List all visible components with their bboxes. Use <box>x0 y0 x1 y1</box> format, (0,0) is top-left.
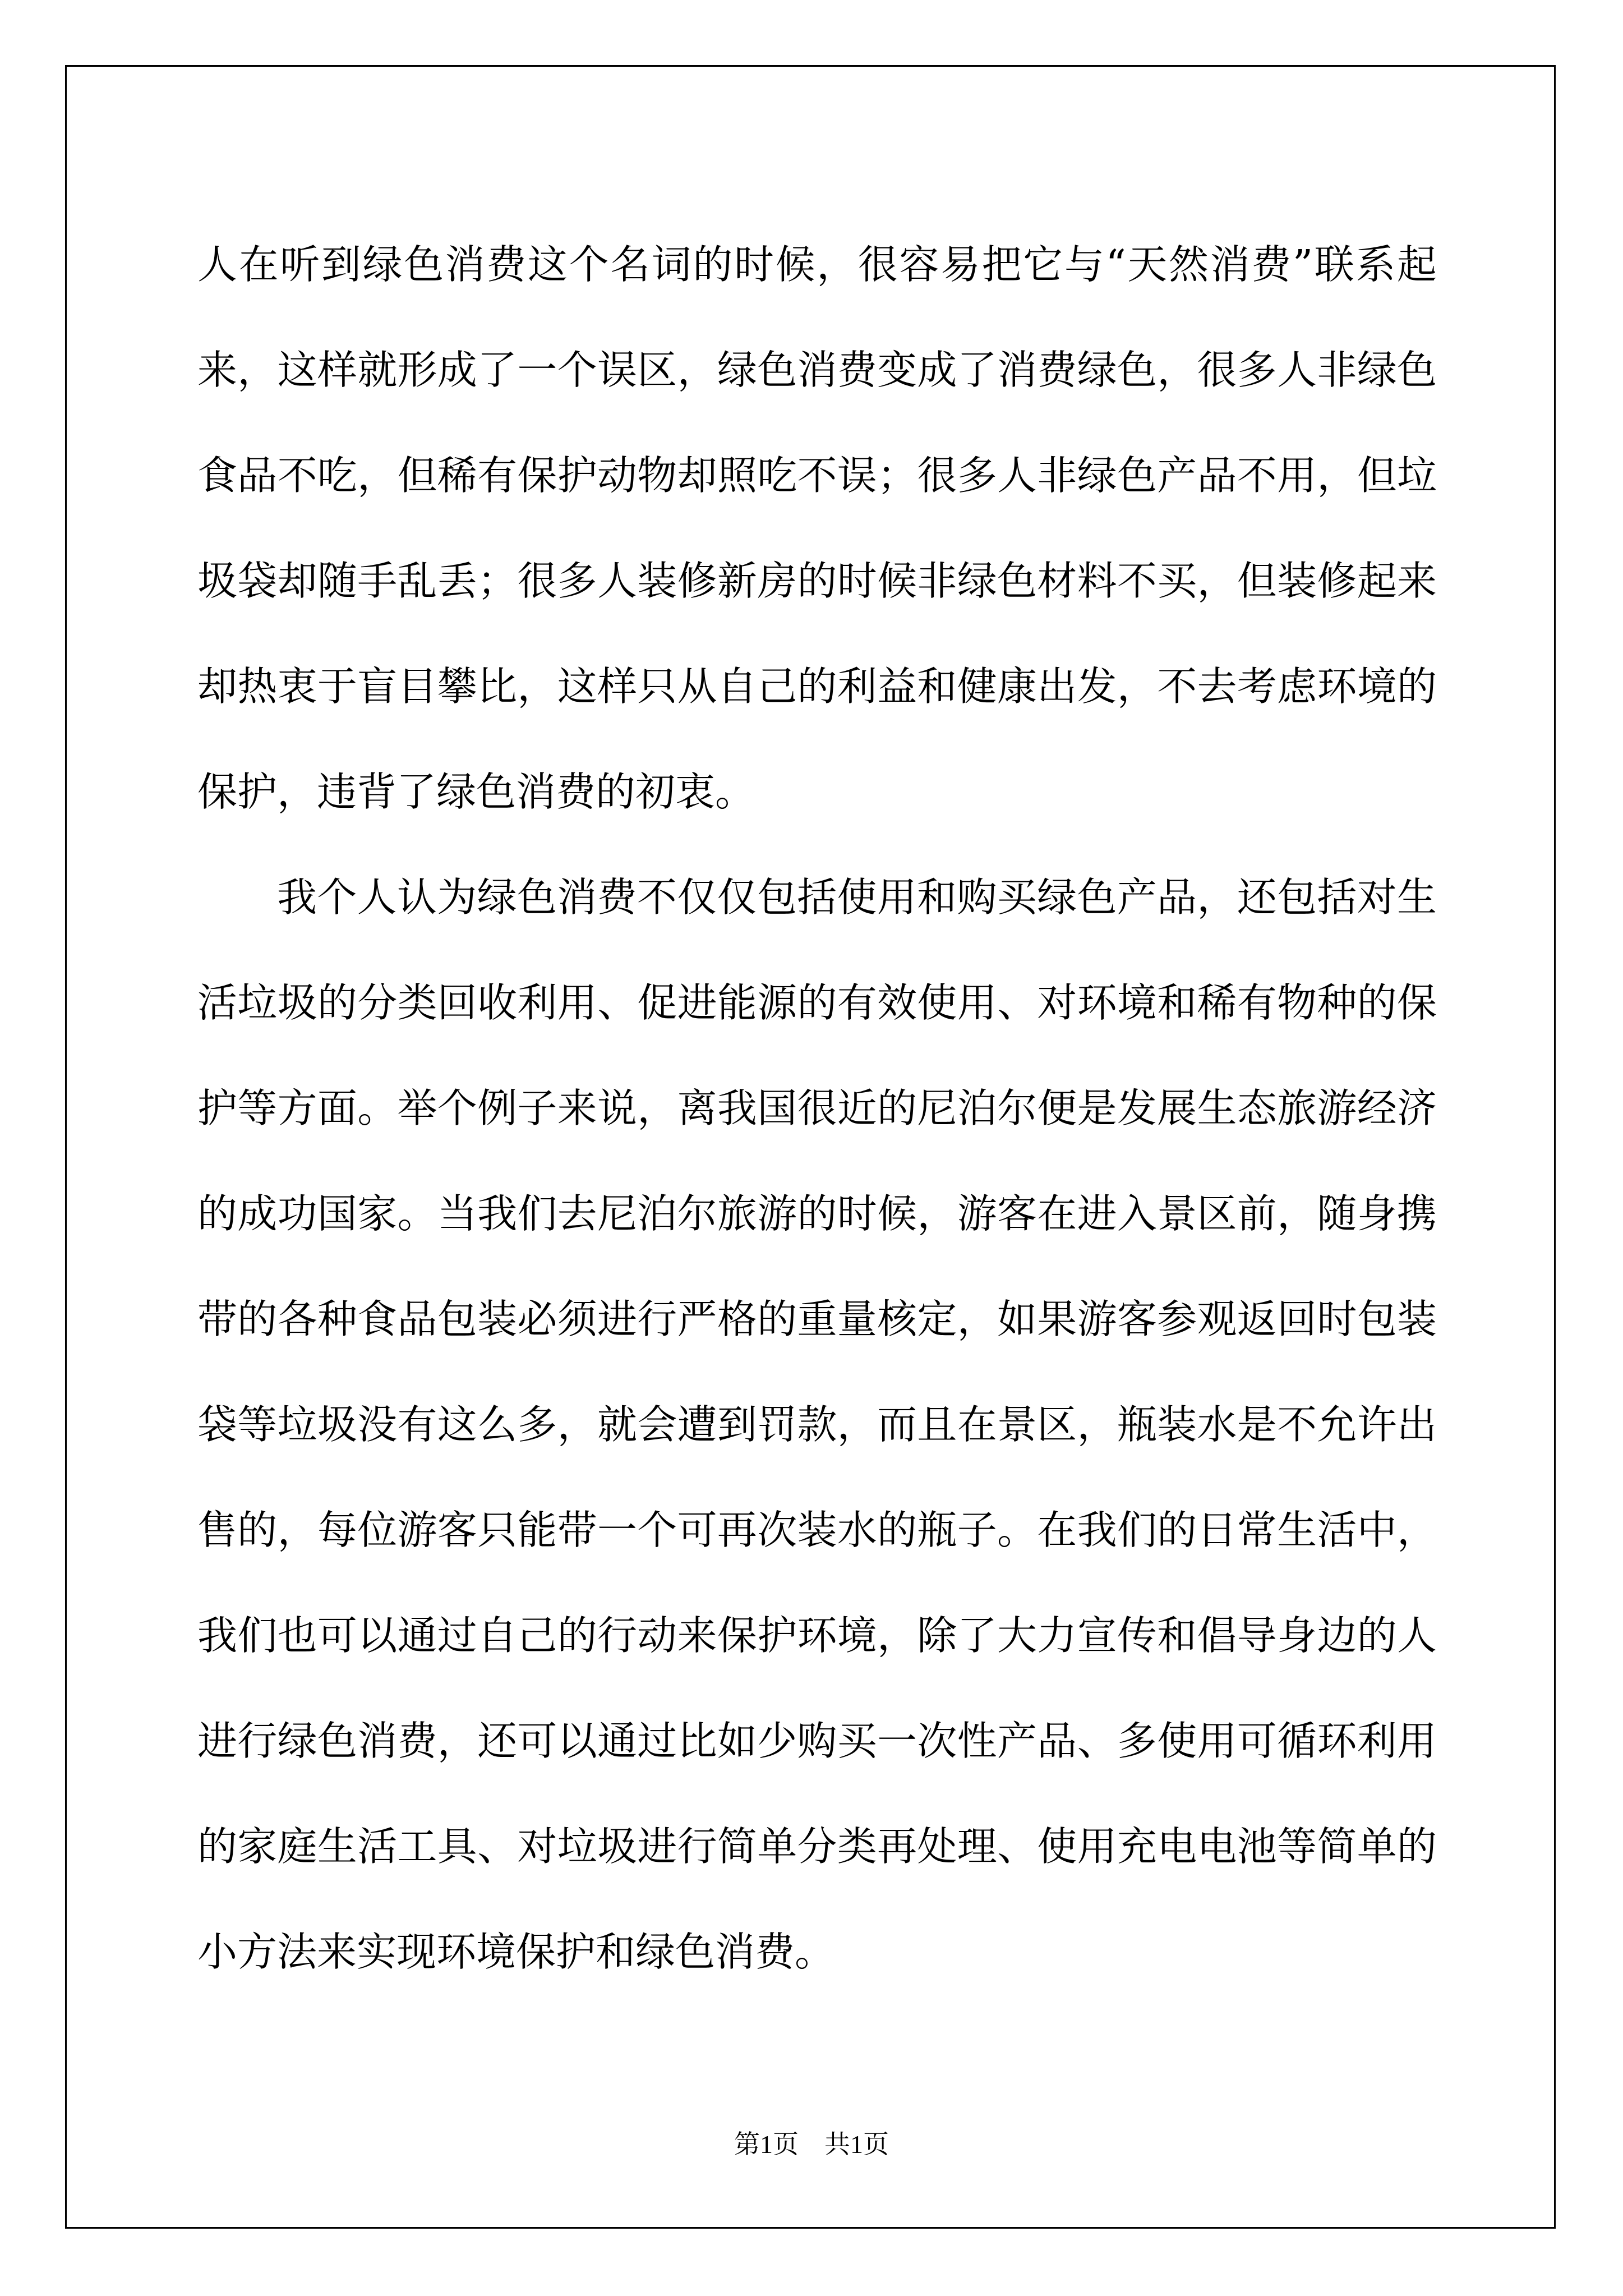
paragraph-1: 人在听到绿色消费这个名词的时候，很容易把它与“天然消费”联系起来，这样就形成了一个误区，绿色消费变成了消费绿色，很多人非绿色食品不吃，但稀有保护动物却照吃不误；很多人非绿色产品不用，但垃圾袋却随手乱丢；很多人装修新房的时候非绿色材料不买，但装修起来却热衷于盲目攀比，这样只从自己的利益和健康出发，不去考虑环境的保护，违背了绿色消费的初衷。 <box>197 241 1437 815</box>
page-number-footer: 第1页 共1页 <box>734 2130 889 2159</box>
paragraph-2: 我个人认为绿色消费不仅仅包括使用和购买绿色产品，还包括对生活垃圾的分类回收利用、促进能源的有效使用、对环境和稀有物种的保护等方面。举个例子来说，离我国很近的尼泊尔便是发展生态旅游经济的成功国家。当我们去尼泊尔旅游的时候，游客在进入景区前，随身携带的各种食品包装必须进行严格的重量核定，如果游客参观返回时包装袋等垃圾没有这么多，就会遭到罚款，而且在景区，瓶装水是不允许出售的，每位游客只能带一个可再次装水的瓶子。在我们的日常生活中，我们也可以通过自己的行动来保护环境，除了大力宣传和倡导身边的人进行绿色消费，还可以通过比如少购买一次性产品、多使用可循环利用的家庭生活工具、对垃圾进行简单分类再处理、使用充电电池等简单的小方法来实现环境保护和绿色消费。 <box>197 874 1437 1975</box>
document-body <box>197 212 1437 2005</box>
